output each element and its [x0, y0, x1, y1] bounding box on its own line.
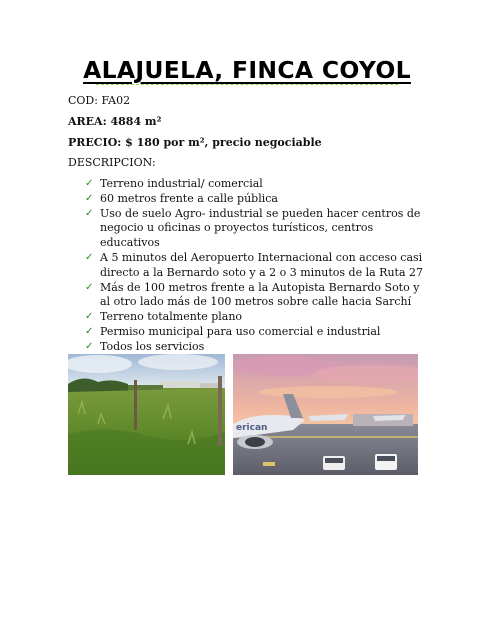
- document-title: ALAJUELA, FINCA COYOL: [83, 56, 411, 84]
- list-item: [68, 177, 428, 192]
- svg-text:erican: erican: [236, 423, 268, 433]
- description-label: DESCRIPCION:: [68, 156, 156, 169]
- checkmark-icon: ✓: [85, 251, 94, 263]
- list-item-text: Uso de suelo Agro- industrial se pueden hacer centros de negocio u oficinas o proyectos turísticos, centros educativos: [100, 206, 421, 250]
- list-item-text: Terreno industrial/ comercial: [100, 177, 263, 190]
- list-item-text: Todos los servicios: [100, 339, 205, 353]
- list-item-text: Más de 100 metros frente a la Autopista Bernardo Soto y al otro lado más de 100 metros sobre calle hacia Sarchí: [100, 280, 420, 309]
- title-divider: [96, 84, 398, 85]
- list-item: [68, 192, 428, 207]
- checkmark-icon: ✓: [85, 178, 94, 189]
- checkmark-icon: ✓: [85, 311, 94, 323]
- checkmark-icon: ✓: [85, 325, 94, 337]
- checkmark-icon: ✓: [85, 207, 94, 219]
- list-item-text: Permiso municipal para uso comercial e industrial: [100, 324, 381, 338]
- list-item: [68, 281, 428, 311]
- checkmark-icon: ✓: [85, 281, 94, 293]
- list-item-text: 60 metros frente a calle pública: [100, 191, 278, 205]
- list-item-text: Terreno totalmente plano: [100, 310, 243, 324]
- list-item: [68, 310, 428, 325]
- list-item: [68, 207, 428, 251]
- list-item-text: A 5 minutos del Aeropuerto Internacional con acceso casi directo a la Bernardo soto y a 2 o 3 minutos de la Ruta 27: [100, 250, 424, 279]
- list-item: [68, 325, 428, 340]
- list-item: [68, 340, 428, 355]
- checkmark-icon: ✓: [85, 192, 94, 204]
- property-price: PRECIO: $ 180 por m², precio negociable: [68, 136, 322, 149]
- grass-field-photo: [68, 354, 225, 475]
- feature-list: [68, 177, 428, 355]
- property-code: COD: FA02: [68, 94, 131, 107]
- checkmark-icon: ✓: [85, 340, 94, 352]
- airport-sunset-photo: [233, 354, 418, 475]
- list-item: [68, 251, 428, 281]
- property-area: AREA: 4884 m²: [68, 115, 162, 128]
